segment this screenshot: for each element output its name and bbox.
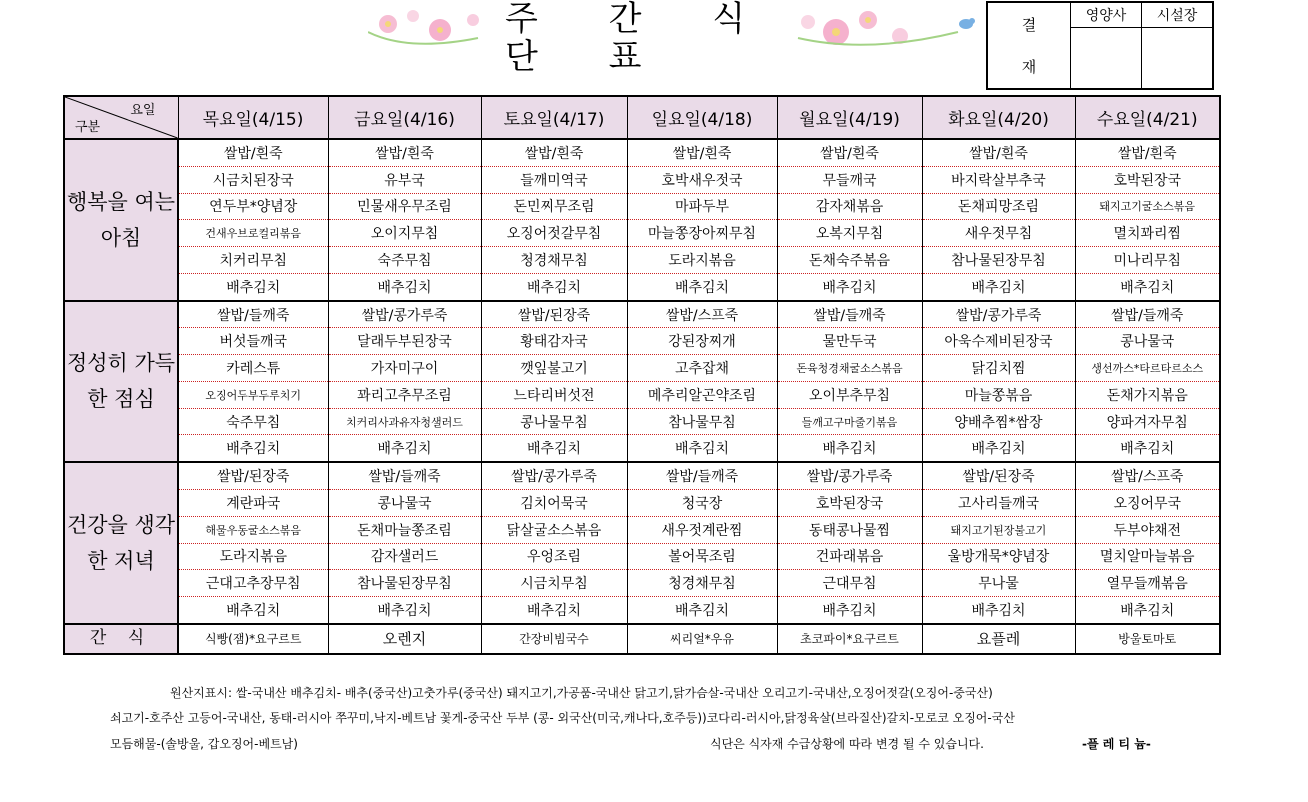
menu-item: 감자샐러드: [328, 543, 481, 570]
meal-label: 정성히 가득한 점심: [64, 301, 178, 463]
day-header: 월요일(4/19): [777, 96, 922, 139]
menu-item: 생선까스*타르타르소스: [1075, 355, 1220, 382]
menu-row: [64, 273, 1220, 300]
menu-item: 열무들깨볶음: [1075, 570, 1220, 597]
snack-item: 오렌지: [328, 624, 481, 654]
menu-row: [64, 543, 1220, 570]
menu-item: 배추김치: [777, 273, 922, 300]
menu-item: 콩나물국: [328, 490, 481, 517]
origin-line-2: 쇠고기-호주산 고등어-국내산, 동태-러시아 쭈꾸미,낙지-베트남 꽃게-중국산 두부 (콩- 외국산(미국,캐나다,호주등))코다리-러시아,닭정육살(브라질산)갈치-모로코 오징어-국산: [110, 711, 1015, 725]
menu-item: 동태콩나물찜: [777, 516, 922, 543]
menu-row: [64, 597, 1220, 624]
menu-item: 카레스튜: [178, 355, 328, 382]
menu-item: 배추김치: [328, 273, 481, 300]
menu-item: 돼지고기된장불고기: [922, 516, 1075, 543]
menu-item: 참나물된장무침: [328, 570, 481, 597]
menu-item: 우엉조림: [481, 543, 627, 570]
menu-item: 돈채피망조림: [922, 193, 1075, 220]
menu-item: 도라지볶음: [178, 543, 328, 570]
change-notice: 식단은 식자재 수급상황에 따라 변경 될 수 있습니다.: [710, 737, 984, 751]
menu-row: [64, 381, 1220, 408]
day-header: 목요일(4/15): [178, 96, 328, 139]
approval-dietitian-header: 영양사: [1071, 2, 1142, 28]
menu-item: 들깨미역국: [481, 166, 627, 193]
menu-item: 청국장: [627, 490, 777, 517]
snack-label: 간 식: [64, 624, 178, 654]
menu-item: 배추김치: [178, 597, 328, 624]
menu-item: 감자채볶음: [777, 193, 922, 220]
approval-dietitian-sign: [1071, 28, 1142, 90]
snack-item: 방울토마토: [1075, 624, 1220, 654]
menu-item: 치커리무침: [178, 247, 328, 274]
menu-item: 배추김치: [481, 273, 627, 300]
menu-item: 쌀밥/스프죽: [627, 301, 777, 328]
menu-item: 쌀밥/들깨죽: [178, 301, 328, 328]
menu-item: 쌀밥/콩가루죽: [481, 462, 627, 489]
menu-item: 고추잡채: [627, 355, 777, 382]
menu-item: 꽈리고추무조림: [328, 381, 481, 408]
menu-item: 마늘쫑볶음: [922, 381, 1075, 408]
menu-item: 볼어묵조림: [627, 543, 777, 570]
menu-item: 배추김치: [922, 435, 1075, 462]
menu-item: 울방개묵*양념장: [922, 543, 1075, 570]
menu-item: 청경채무침: [627, 570, 777, 597]
menu-item: 호박새우젓국: [627, 166, 777, 193]
menu-item: 배추김치: [777, 435, 922, 462]
menu-item: 멸치꽈리찜: [1075, 220, 1220, 247]
menu-item: 버섯들깨국: [178, 328, 328, 355]
menu-row: [64, 435, 1220, 462]
menu-item: 배추김치: [178, 435, 328, 462]
menu-item: 고사리들깨국: [922, 490, 1075, 517]
snack-item: 요플레: [922, 624, 1075, 654]
menu-row: [64, 301, 1220, 328]
menu-item: 배추김치: [1075, 273, 1220, 300]
origin-line-3: 모듬해물-(솔방울, 갑오징어-베트남): [110, 737, 298, 751]
snack-item: 간장비빔국수: [481, 624, 627, 654]
menu-item: 돼지고기굴소스볶음: [1075, 193, 1220, 220]
snack-item: 씨리얼*우유: [627, 624, 777, 654]
menu-item: 쌀밥/들깨죽: [777, 301, 922, 328]
menu-row: [64, 193, 1220, 220]
menu-item: 배추김치: [481, 435, 627, 462]
menu-item: 해물우동굴소스볶음: [178, 516, 328, 543]
menu-item: 새우젓무침: [922, 220, 1075, 247]
snack-row: [64, 624, 1220, 654]
menu-item: 배추김치: [1075, 435, 1220, 462]
menu-item: 쌀밥/콩가루죽: [922, 301, 1075, 328]
menu-item: 배추김치: [627, 273, 777, 300]
menu-item: 오징어젓갈무침: [481, 220, 627, 247]
menu-item: 콩나물무침: [481, 408, 627, 435]
menu-item: 오복지무침: [777, 220, 922, 247]
menu-item: 돈채마늘쫑조림: [328, 516, 481, 543]
menu-item: 치커리사과유자청샐러드: [328, 408, 481, 435]
menu-item: 쌀밥/된장죽: [481, 301, 627, 328]
menu-item: 쌀밥/스프죽: [1075, 462, 1220, 489]
menu-item: 유부국: [328, 166, 481, 193]
menu-item: 배추김치: [328, 435, 481, 462]
menu-item: 콩나물국: [1075, 328, 1220, 355]
menu-item: 쌀밥/된장죽: [922, 462, 1075, 489]
menu-item: 무들깨국: [777, 166, 922, 193]
menu-item: 물만두국: [777, 328, 922, 355]
menu-item: 쌀밥/흰죽: [777, 139, 922, 166]
menu-item: 참나물된장무침: [922, 247, 1075, 274]
menu-item: 민물새우무조림: [328, 193, 481, 220]
day-header: 수요일(4/21): [1075, 96, 1220, 139]
menu-item: 황태감자국: [481, 328, 627, 355]
menu-item: 새우젓계란찜: [627, 516, 777, 543]
menu-item: 연두부*양념장: [178, 193, 328, 220]
menu-item: 아욱수제비된장국: [922, 328, 1075, 355]
menu-row: [64, 355, 1220, 382]
menu-item: 달래두부된장국: [328, 328, 481, 355]
page-title: 주 간 식 단 표: [505, 0, 776, 77]
menu-row: [64, 570, 1220, 597]
menu-item: 시금치무침: [481, 570, 627, 597]
menu-item: 시금치된장국: [178, 166, 328, 193]
day-header: 일요일(4/18): [627, 96, 777, 139]
menu-item: 건새우브로컬리볶음: [178, 220, 328, 247]
menu-item: 김치어묵국: [481, 490, 627, 517]
menu-item: 오이지무침: [328, 220, 481, 247]
menu-item: 가자미구이: [328, 355, 481, 382]
approval-label: 결 재: [987, 2, 1071, 89]
menu-item: 두부야채전: [1075, 516, 1220, 543]
menu-item: 호박된장국: [777, 490, 922, 517]
corner-day-label: 요일: [130, 103, 156, 118]
menu-row: [64, 220, 1220, 247]
menu-item: 양파겨자무침: [1075, 408, 1220, 435]
menu-item: 배추김치: [777, 597, 922, 624]
menu-item: 마파두부: [627, 193, 777, 220]
snack-item: 초코파이*요구르트: [777, 624, 922, 654]
weekly-menu-table: [63, 95, 1221, 655]
menu-item: 도라지볶음: [627, 247, 777, 274]
approval-director-sign: [1142, 28, 1214, 90]
menu-item: 배추김치: [627, 435, 777, 462]
menu-item: 마늘쫑장아찌무침: [627, 220, 777, 247]
menu-item: 쌀밥/들깨죽: [627, 462, 777, 489]
meal-label: 건강을 생각한 저녁: [64, 462, 178, 624]
menu-item: 배추김치: [627, 597, 777, 624]
menu-item: 오징어무국: [1075, 490, 1220, 517]
menu-item: 호박된장국: [1075, 166, 1220, 193]
menu-item: 숙주무침: [328, 247, 481, 274]
menu-item: 돈채가지볶음: [1075, 381, 1220, 408]
day-header: 토요일(4/17): [481, 96, 627, 139]
menu-row: [64, 516, 1220, 543]
menu-item: 쌀밥/들깨죽: [328, 462, 481, 489]
menu-item: 메추리알곤약조림: [627, 381, 777, 408]
menu-item: 배추김치: [922, 597, 1075, 624]
brand-name: -플 레 티 늄-: [1082, 737, 1151, 751]
menu-item: 깻잎불고기: [481, 355, 627, 382]
day-header-row: [64, 96, 1220, 139]
menu-item: 쌀밥/흰죽: [1075, 139, 1220, 166]
menu-row: [64, 408, 1220, 435]
menu-item: 느타리버섯전: [481, 381, 627, 408]
menu-row: [64, 166, 1220, 193]
menu-item: 배추김치: [922, 273, 1075, 300]
corner-category-label: 구분: [75, 120, 101, 135]
menu-item: 계란파국: [178, 490, 328, 517]
corner-cell: [64, 96, 178, 139]
menu-item: 닭김치찜: [922, 355, 1075, 382]
origin-line-1: 원산지표시: 쌀-국내산 배추김치- 배추(중국산)고춧가루(중국산) 돼지고기,가공품-국내산 닭고기,닭가슴살-국내산 오리고기-국내산,오징어젓갈(오징어-중국산): [170, 686, 993, 700]
menu-item: 강된장찌개: [627, 328, 777, 355]
day-header: 화요일(4/20): [922, 96, 1075, 139]
day-header: 금요일(4/16): [328, 96, 481, 139]
menu-row: [64, 328, 1220, 355]
menu-item: 쌀밥/흰죽: [178, 139, 328, 166]
menu-row: [64, 139, 1220, 166]
menu-item: 청경채무침: [481, 247, 627, 274]
menu-item: 오이부추무침: [777, 381, 922, 408]
menu-item: 근대무침: [777, 570, 922, 597]
menu-item: 쌀밥/흰죽: [922, 139, 1075, 166]
menu-item: 쌀밥/콩가루죽: [777, 462, 922, 489]
menu-item: 양배추찜*쌈장: [922, 408, 1075, 435]
menu-row: [64, 490, 1220, 517]
menu-item: 쌀밥/흰죽: [627, 139, 777, 166]
menu-item: 닭살굴소스볶음: [481, 516, 627, 543]
menu-row: [64, 462, 1220, 489]
menu-item: 배추김치: [481, 597, 627, 624]
meal-label: 행복을 여는 아침: [64, 139, 178, 301]
menu-item: 미나리무침: [1075, 247, 1220, 274]
menu-item: 배추김치: [328, 597, 481, 624]
menu-item: 쌀밥/콩가루죽: [328, 301, 481, 328]
menu-item: 무나물: [922, 570, 1075, 597]
menu-item: 근대고추장무침: [178, 570, 328, 597]
menu-item: 오징어두부두루치기: [178, 381, 328, 408]
menu-body: [64, 139, 1220, 654]
menu-item: 쌀밥/흰죽: [481, 139, 627, 166]
menu-item: 숙주무침: [178, 408, 328, 435]
menu-item: 쌀밥/들깨죽: [1075, 301, 1220, 328]
menu-item: 바지락살부추국: [922, 166, 1075, 193]
menu-item: 참나물무침: [627, 408, 777, 435]
menu-item: 배추김치: [178, 273, 328, 300]
menu-item: 돈육청경채굴소스볶음: [777, 355, 922, 382]
menu-item: 건파래볶음: [777, 543, 922, 570]
menu-item: 배추김치: [1075, 597, 1220, 624]
approval-director-header: 시설장: [1142, 2, 1214, 28]
menu-item: 돈채숙주볶음: [777, 247, 922, 274]
snack-item: 식빵(잼)*요구르트: [178, 624, 328, 654]
menu-row: [64, 247, 1220, 274]
menu-item: 멸치알마늘볶음: [1075, 543, 1220, 570]
menu-item: 돈민찌무조림: [481, 193, 627, 220]
approval-box: [986, 1, 1214, 90]
menu-item: 쌀밥/된장죽: [178, 462, 328, 489]
menu-item: 들깨고구마줄기볶음: [777, 408, 922, 435]
menu-item: 쌀밥/흰죽: [328, 139, 481, 166]
